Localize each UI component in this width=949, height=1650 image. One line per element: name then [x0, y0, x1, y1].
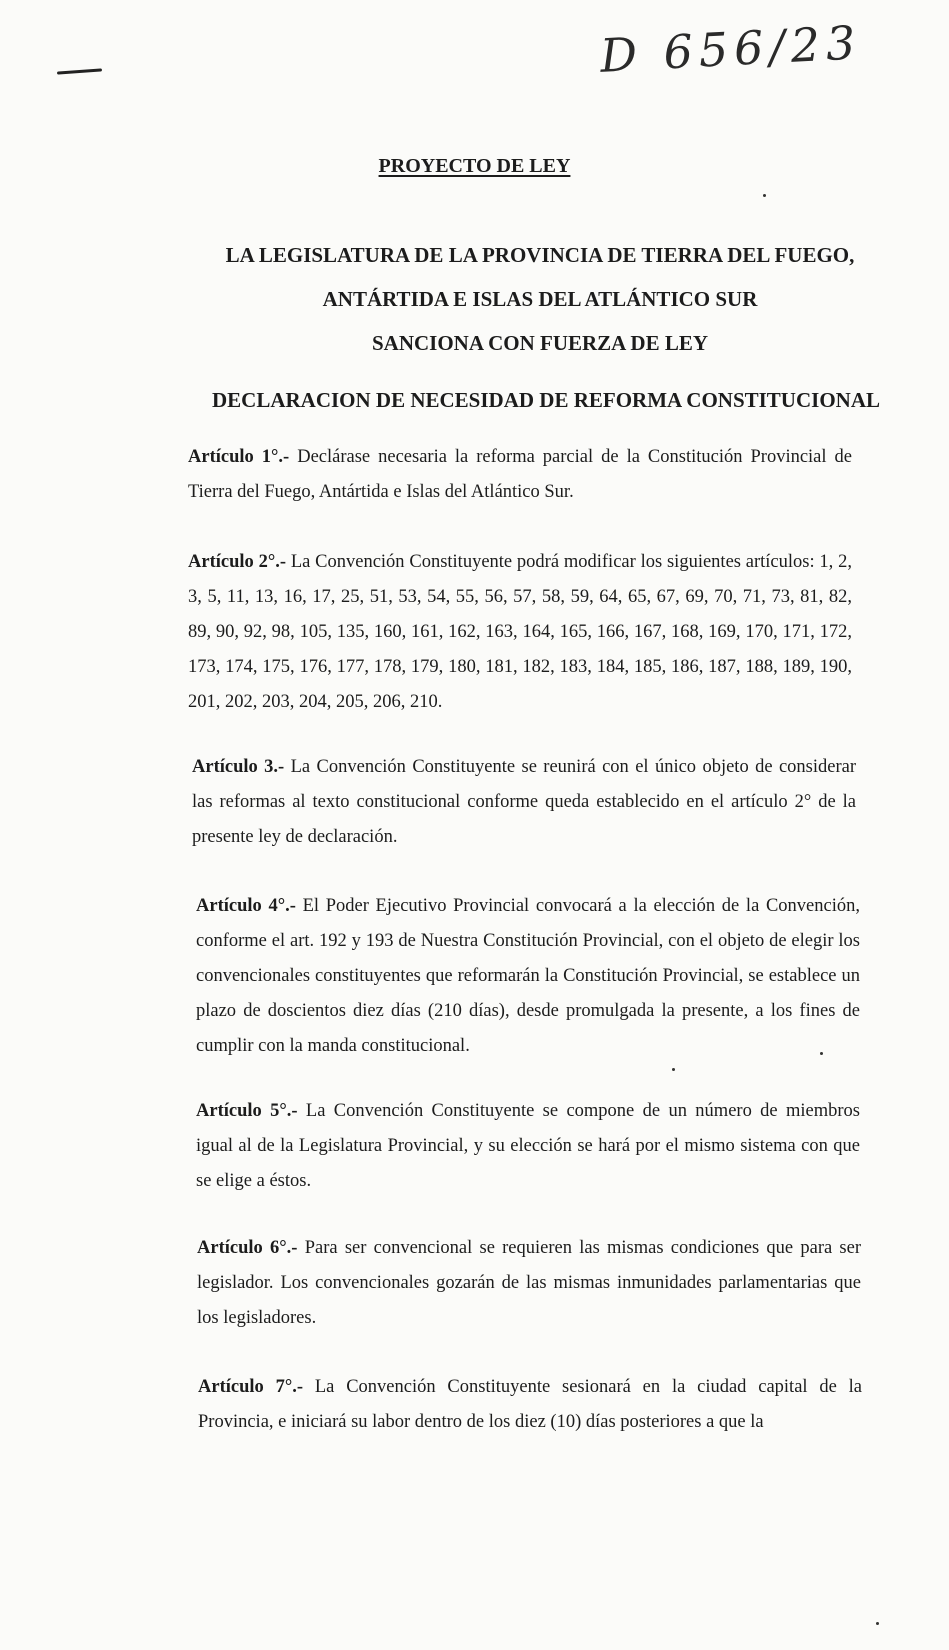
- article-5: [196, 1094, 860, 1199]
- scan-speck: [672, 1068, 675, 1071]
- article-label: Artículo 2°.-: [188, 552, 287, 572]
- article-text: Declárase necesaria la reforma parcial de la Constitución Provincial de Tierra del Fuego, Antártida e Islas del Atlántico Sur.: [188, 447, 852, 502]
- article-text: La Convención Constituyente sesionará en la ciudad capital de la Provincia, e iniciará su labor dentro de los diez (10) días posteriores a que la: [198, 1377, 863, 1432]
- article-label: Artículo 7°.-: [198, 1377, 304, 1397]
- article-6: [197, 1231, 861, 1336]
- article-3: [192, 750, 856, 855]
- scan-speck: [763, 194, 766, 197]
- article-label: Artículo 1°.-: [188, 447, 290, 467]
- article-text: La Convención Constituyente se compone de un número de miembros igual al de la Legislatura Provincial, y su elección se hará por el mismo sistema con que se elige a éstos.: [196, 1101, 860, 1191]
- article-1: [188, 440, 852, 510]
- heading-line-2: ANTÁRTIDA E ISLAS DEL ATLÁNTICO SUR: [322, 287, 758, 311]
- article-label: Artículo 6°.-: [197, 1238, 298, 1258]
- article-2: [188, 545, 852, 720]
- article-label: Artículo 5°.-: [196, 1101, 298, 1121]
- article-text: La Convención Constituyente se reunirá con el único objeto de considerar las reformas al texto constitucional conforme queda establecido en el artículo 2° de la presente ley de declaración.: [192, 757, 856, 847]
- article-7: [198, 1370, 862, 1440]
- enacting-heading: [150, 233, 930, 365]
- heading-line-3: SANCIONA CON FUERZA DE LEY: [371, 331, 709, 355]
- scan-speck: [820, 1052, 823, 1055]
- pen-dash-mark: [57, 68, 102, 74]
- law-subtitle: DECLARACION DE NECESIDAD DE REFORMA CONSTITUCIONAL: [211, 388, 880, 412]
- article-label: Artículo 3.-: [192, 757, 285, 777]
- handwritten-file-number: D 656/23: [598, 15, 863, 83]
- article-4: [196, 889, 860, 1064]
- article-text: La Convención Constituyente podrá modificar los siguientes artículos: 1, 2, 3, 5, 11, 13, 16, 17, 25, 51, 53, 54, 55, 56, 57, 58, 59, 64, 65, 67, 69, 70, 71, 73, 81, 82, 89, 90, 92, 98, 105, 135, 160, 161, 162, 163, 164, 165, 166, 167, 168, 169, 170, 171, 172, 173, 174, 175, 176, 177, 178, 179, 180, 181, 182, 183, 184, 185, 186, 187, 188, 189, 190, 201, 202, 203, 204, 205, 206, 210.: [188, 552, 852, 712]
- scan-speck: [876, 1622, 879, 1625]
- article-label: Artículo 4°.-: [196, 896, 296, 916]
- article-text: Para ser convencional se requieren las mismas condiciones que para ser legislador. Los convencionales gozarán de las mismas inmunidades parlamentarias que los legisladores.: [197, 1238, 862, 1328]
- heading-line-1: LA LEGISLATURA DE LA PROVINCIA DE TIERRA DEL FUEGO,: [225, 243, 855, 267]
- document-title: PROYECTO DE LEY: [378, 155, 571, 177]
- article-text: El Poder Ejecutivo Provincial convocará a la elección de la Convención, conforme el art. 192 y 193 de Nuestra Constitución Provincial, con el objeto de elegir los convencionales constituyentes que reformarán la Constitución Provincial, se establece un plazo de doscientos diez días (210 días), desde promulgada la presente, a los fines de cumplir con la manda constitucional.: [196, 896, 860, 1056]
